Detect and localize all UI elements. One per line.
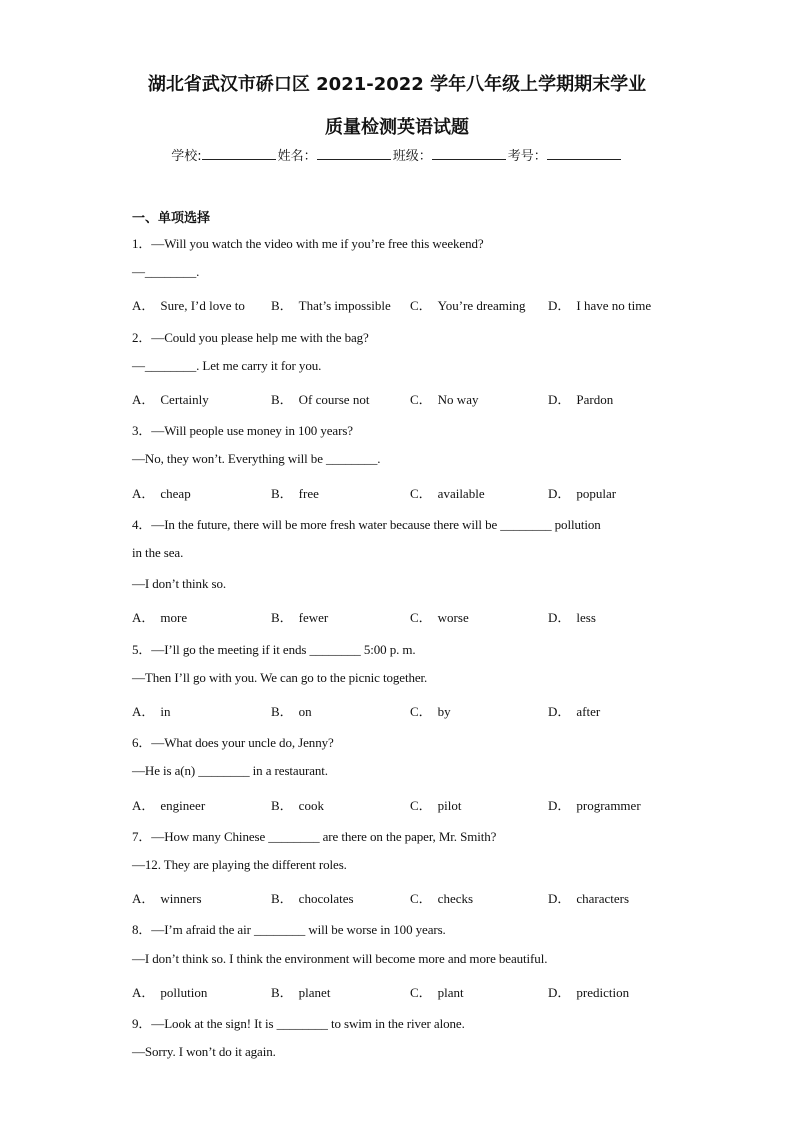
option-text: engineer xyxy=(160,797,206,813)
option-c xyxy=(410,483,485,502)
section-title: 一、单项选择 xyxy=(132,211,211,226)
option-text: chocolates xyxy=(298,891,354,907)
option-b xyxy=(271,982,330,1001)
option-c xyxy=(410,389,478,408)
exam-no-label: 考号： xyxy=(507,149,547,164)
option-key: A． xyxy=(132,392,155,407)
option-key: B． xyxy=(271,797,293,813)
option-a xyxy=(132,701,171,720)
school-label: 学校: xyxy=(171,149,202,164)
option-d xyxy=(548,295,651,314)
option-text: You’re dreaming xyxy=(437,298,526,314)
option-key: D． xyxy=(548,485,571,501)
question-stem: 7．—How many Chinese ________ are there on the paper, Mr. Smith? xyxy=(132,828,497,844)
question-stem: 5．—I’ll go the meeting if it ends ________ 5:00 p. m. xyxy=(132,641,416,657)
option-a xyxy=(132,795,205,814)
option-text: checks xyxy=(437,891,474,907)
option-key: B． xyxy=(271,891,293,907)
option-text: Of course not xyxy=(298,392,370,407)
question-stem: 4．—In the future, there will be more fresh water because there will be ________ pollution xyxy=(132,516,601,532)
question-line: —12. They are playing the different roles. xyxy=(132,857,347,872)
option-text: That’s impossible xyxy=(298,298,391,314)
page-title-line-2: 质量检测英语试题 xyxy=(325,117,469,138)
option-text: on xyxy=(298,704,312,719)
question-line: —No, they won’t. Everything will be ________. xyxy=(132,451,381,467)
class-label: 班级： xyxy=(392,149,432,164)
option-b xyxy=(271,389,369,408)
question-line: —________. Let me carry it for you. xyxy=(132,357,322,373)
question-line: —Then I’ll go with you. We can go to the picnic together. xyxy=(132,669,428,685)
option-d xyxy=(548,483,616,502)
student-info-row xyxy=(0,145,794,164)
option-text: planet xyxy=(298,984,331,1000)
option-c xyxy=(410,701,451,720)
option-key: B． xyxy=(271,298,293,314)
option-text: winners xyxy=(160,891,202,907)
option-d xyxy=(548,888,629,907)
option-a xyxy=(132,295,245,314)
option-text: Certainly xyxy=(160,392,209,407)
option-text: cheap xyxy=(160,485,191,501)
question-stem: 1．—Will you watch the video with me if you’re free this weekend? xyxy=(132,236,484,251)
option-key: C． xyxy=(410,984,432,1000)
option-text: Sure, I’d love to xyxy=(160,298,245,314)
question-line: —He is a(n) ________ in a restaurant. xyxy=(132,763,328,779)
option-d xyxy=(548,701,600,720)
question-stem: 9．—Look at the sign! It is ________ to swim in the river alone. xyxy=(132,1016,465,1031)
question-line: —________. xyxy=(132,264,200,280)
option-text: I have no time xyxy=(576,298,652,314)
school-blank xyxy=(202,146,276,160)
option-b xyxy=(271,295,391,314)
option-a xyxy=(132,483,191,502)
option-key: A． xyxy=(132,984,155,1000)
option-a xyxy=(132,888,202,907)
option-a xyxy=(132,607,187,626)
option-text: free xyxy=(298,485,319,501)
option-d xyxy=(548,982,629,1001)
option-text: No way xyxy=(437,392,479,407)
exam-no-blank xyxy=(547,146,621,160)
option-text: more xyxy=(160,610,188,626)
option-b xyxy=(271,483,319,502)
option-key: C． xyxy=(410,704,432,719)
option-key: B． xyxy=(271,704,293,719)
option-text: pilot xyxy=(437,797,462,813)
question-stem: 8．—I’m afraid the air ________ will be worse in 100 years. xyxy=(132,922,446,938)
option-key: A． xyxy=(132,298,155,314)
option-key: B． xyxy=(271,392,293,407)
option-key: C． xyxy=(410,485,432,501)
name-label: 姓名： xyxy=(277,149,317,164)
option-a xyxy=(132,389,209,408)
option-d xyxy=(548,607,596,626)
option-a xyxy=(132,982,207,1001)
option-text: in xyxy=(160,704,171,719)
option-key: D． xyxy=(548,984,571,1000)
option-key: A． xyxy=(132,485,155,501)
option-key: D． xyxy=(548,298,571,314)
option-text: Pardon xyxy=(576,392,614,407)
option-key: D． xyxy=(548,610,571,626)
option-text: programmer xyxy=(576,797,641,813)
option-text: worse xyxy=(437,610,469,626)
option-text: characters xyxy=(576,891,630,907)
option-b xyxy=(271,795,324,814)
option-text: less xyxy=(576,610,596,626)
option-c xyxy=(410,295,526,314)
option-d xyxy=(548,389,613,408)
option-key: B． xyxy=(271,984,293,1000)
option-text: plant xyxy=(437,984,464,1000)
option-c xyxy=(410,607,469,626)
option-text: fewer xyxy=(298,610,329,626)
option-key: D． xyxy=(548,704,571,719)
option-key: A． xyxy=(132,704,155,719)
question-stem: 3．—Will people use money in 100 years? xyxy=(132,423,353,439)
question-stem: 2．—Could you please help me with the bag? xyxy=(132,329,369,345)
option-key: C． xyxy=(410,610,432,626)
option-key: C． xyxy=(410,392,432,407)
option-c xyxy=(410,982,464,1001)
page-title-line-1: 湖北省武汉市硚口区 2021-2022 学年八年级上学期期末学业 xyxy=(147,74,647,95)
question-line: in the sea. xyxy=(132,545,184,560)
option-key: C． xyxy=(410,891,432,907)
option-key: B． xyxy=(271,610,293,626)
option-key: C． xyxy=(410,797,432,813)
option-c xyxy=(410,795,462,814)
name-blank xyxy=(317,146,391,160)
option-text: prediction xyxy=(576,984,630,1000)
option-key: D． xyxy=(548,891,571,907)
option-text: after xyxy=(576,704,601,719)
option-key: D． xyxy=(548,797,571,813)
option-key: A． xyxy=(132,797,155,813)
question-line: —I don’t think so. I think the environment will become more and more beautiful. xyxy=(132,950,548,966)
option-text: available xyxy=(437,485,485,501)
question-line: —Sorry. I won’t do it again. xyxy=(132,1044,276,1060)
option-d xyxy=(548,795,641,814)
option-b xyxy=(271,607,328,626)
class-blank xyxy=(432,146,506,160)
option-c xyxy=(410,888,473,907)
option-text: by xyxy=(437,704,451,719)
option-b xyxy=(271,701,312,720)
option-key: C． xyxy=(410,298,432,314)
option-text: pollution xyxy=(160,984,208,1000)
option-key: B． xyxy=(271,485,293,501)
option-key: D． xyxy=(548,392,571,407)
option-text: cook xyxy=(298,797,324,813)
option-b xyxy=(271,888,354,907)
option-text: popular xyxy=(576,485,617,501)
option-key: A． xyxy=(132,610,155,626)
question-line: —I don’t think so. xyxy=(132,576,227,592)
option-key: A． xyxy=(132,891,155,907)
question-stem: 6．—What does your uncle do, Jenny? xyxy=(132,735,334,751)
